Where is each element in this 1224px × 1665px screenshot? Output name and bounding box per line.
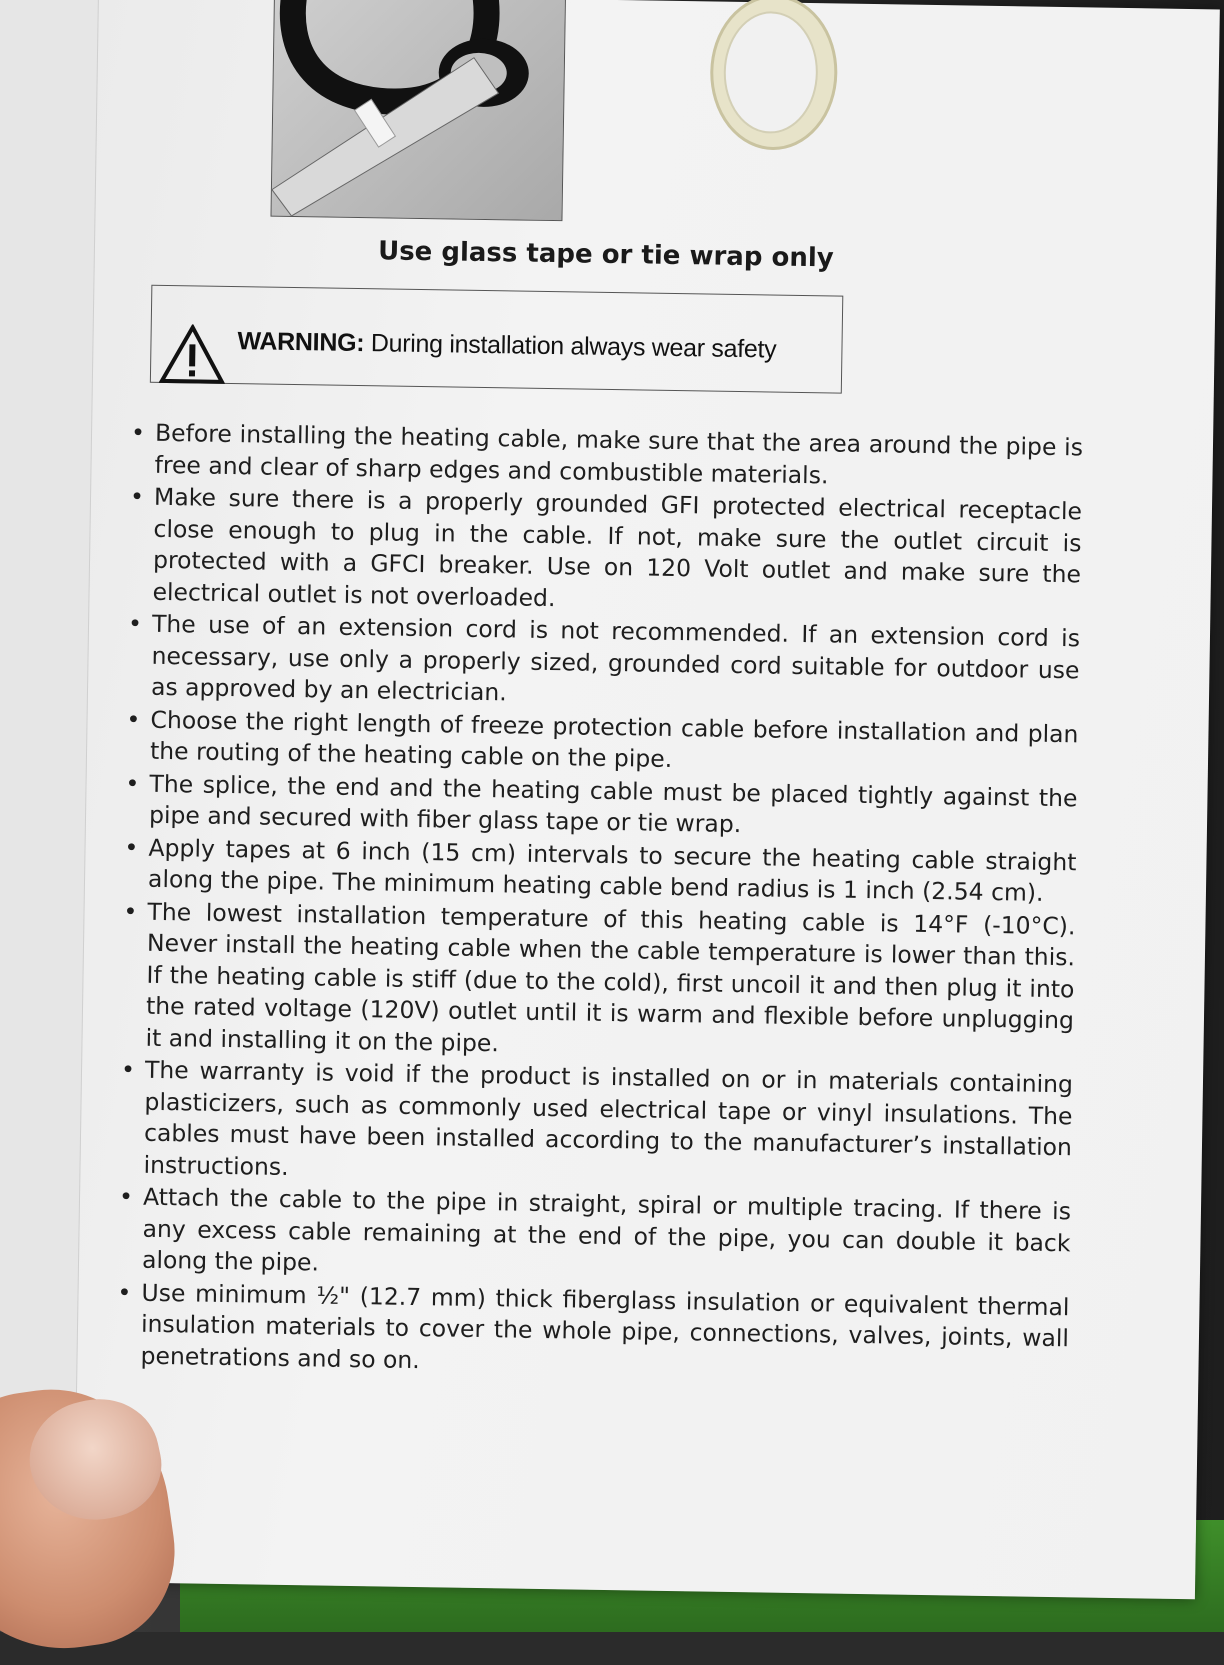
list-item: • The warranty is void if the product is installed on or in materials containing plasticizers, such as commonly used electrical tape or vinyl insulations. The cables must have been installed according to the manufacturer’s installation instructions.: [119, 1054, 1073, 1195]
list-item: • Apply tapes at 6 inch (15 cm) intervals to secure the heating cable straight along the pipe. The minimum heating cable bend radius is 1 inch (2.54 cm).: [124, 832, 1077, 910]
list-item: • Use minimum ½" (12.7 mm) thick fiberglass insulation or equivalent thermal insulation materials to cover the whole pipe, connections, valves, joints, wall penetrations and so on.: [116, 1277, 1069, 1386]
warning-text: [237, 327, 776, 364]
list-item: • Before installing the heating cable, make sure that the area around the pipe is free and clear of sharp edges and combustible materials.: [130, 417, 1083, 495]
list-item: • Choose the right length of freeze protection cable before installation and plan the routing of the heating cable on the pipe.: [126, 704, 1079, 782]
warning-label: WARNING:: [237, 327, 365, 358]
list-item: • The lowest installation temperature of this heating cable is 14°F (-10°C). Never install the heating cable when the cable temperature is lower than this. If the heating cable is stiff (due to the cold), first uncoil it and then plug it into the rated voltage (120V) outlet until it is warm and flexible before unplugging it and installing it on the pipe.: [121, 896, 1075, 1068]
pipe-illustration: [270, 0, 566, 221]
illustration-caption: Use glass tape or tie wrap only: [377, 236, 834, 274]
tape-roll-illustration: [697, 0, 850, 164]
warning-callout: [150, 285, 843, 394]
list-item: • Make sure there is a properly grounded GFI protected electrical receptacle close enough to plug in the cable. If not, make sure the outlet circuit is protected with a GFCI breaker. Use on 120 Volt outlet and make sure the electrical outlet is not overloaded.: [128, 481, 1082, 622]
warning-triangle-icon: [159, 324, 226, 385]
list-item: • The splice, the end and the heating cable must be placed tightly against the pipe and secured with fiber glass tape or tie wrap.: [125, 768, 1078, 846]
list-item: • The use of an extension cord is not recommended. If an extension cord is necessary, use only a properly sized, grounded cord suitable for outdoor use as approved by an electrician.: [127, 608, 1080, 717]
warning-message: During installation always wear safety: [364, 329, 777, 364]
installation-instructions-list: [116, 417, 1083, 1387]
list-item: • Attach the cable to the pipe in straight, spiral or multiple tracing. If there is any excess cable remaining at the end of the pipe, you can double it back along the pipe.: [118, 1181, 1071, 1290]
